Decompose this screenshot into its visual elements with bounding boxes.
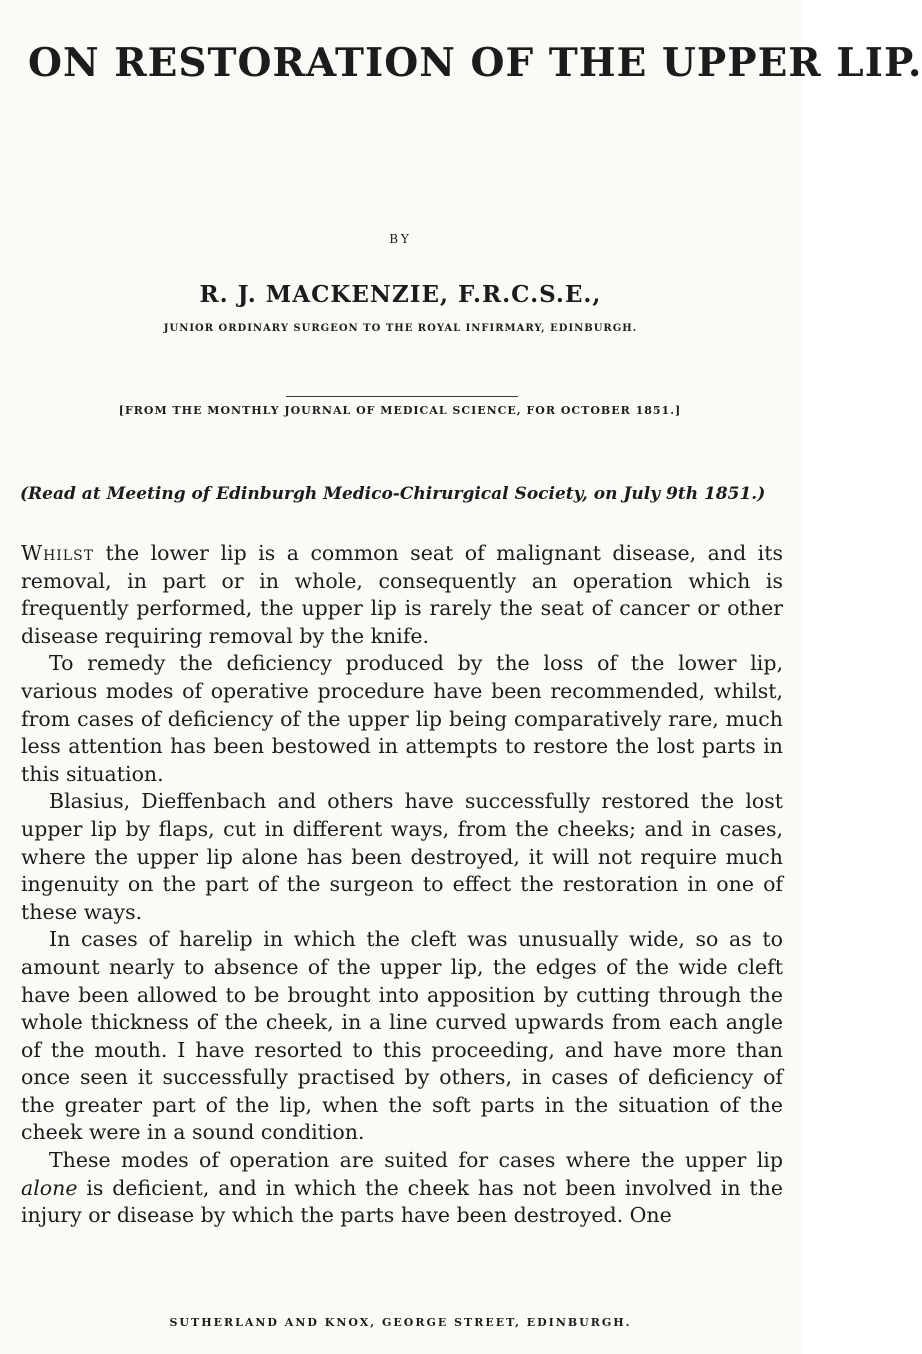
printer-footer: SUTHERLAND AND KNOX, GEORGE STREET, EDINBURGH. <box>169 1316 632 1329</box>
article-body <box>21 540 783 1230</box>
title-divider <box>286 396 518 397</box>
paragraph-text: Blasius, Dieffenbach and others have successfully restored the lost upper lip by flaps, cut in different ways, from the cheeks; and in cases, where the upper lip alone has been destroyed, it will not require much ingenuity on the part of the surgeon to effect the restoration in one of these ways. <box>21 789 783 924</box>
paragraph-5 <box>21 1147 783 1230</box>
author-position: JUNIOR ORDINARY SURGEON TO THE ROYAL INFIRMARY, EDINBURGH. <box>163 323 638 334</box>
paragraph-text: the lower lip is a common seat of malignant disease, and its removal, in part or in whole, consequently an operation which is frequently performed, the upper lip is rarely the seat of cancer or other disease requiring removal by the knife. <box>21 541 783 648</box>
paragraph-text: These modes of operation are suited for cases where the upper lip <box>49 1148 783 1173</box>
emphasis-text: alone <box>21 1175 78 1200</box>
paragraph-2 <box>21 650 783 788</box>
paragraph-text: is deficient, and in which the cheek has not been involved in the injury or disease by which the parts have been destroyed. One <box>21 1175 783 1228</box>
source-note: [FROM THE MONTHLY JOURNAL OF MEDICAL SCIENCE, FOR OCTOBER 1851.] <box>118 404 682 417</box>
paragraph-text: In cases of harelip in which the cleft was unusually wide, so as to amount nearly to absence of the upper lip, the edges of the wide cleft have been allowed to be brought into apposition by cutting through the whole thickness of the cheek, in a line curved upwards from each angle of the mouth. I have resorted to this proceeding, and have more than once seen it successfully practised by others, in cases of deficiency of the greater part of the lip, when the soft parts in the situation of the cheek were in a sound condition. <box>21 927 783 1145</box>
byline: BY <box>389 232 412 246</box>
paragraph-4 <box>21 926 783 1147</box>
paragraph-3 <box>21 788 783 926</box>
paragraph-text: To remedy the deficiency produced by the loss of the lower lip, various modes of operative procedure have been recommended, whilst, from cases of deficiency of the upper lip being comparatively rare, much less attention has been bestowed in attempts to restore the lost parts in this situation. <box>21 651 783 786</box>
article-title: ON RESTORATION OF THE UPPER LIP. <box>28 40 922 86</box>
paragraph-1 <box>21 540 783 650</box>
read-at-note: (Read at Meeting of Edinburgh Medico-Chirurgical Society, on July 9th 1851.) <box>20 484 766 504</box>
paragraph-lead: Whilst <box>21 541 95 565</box>
author-name: R. J. MACKENZIE, F.R.C.S.E., <box>199 281 602 308</box>
